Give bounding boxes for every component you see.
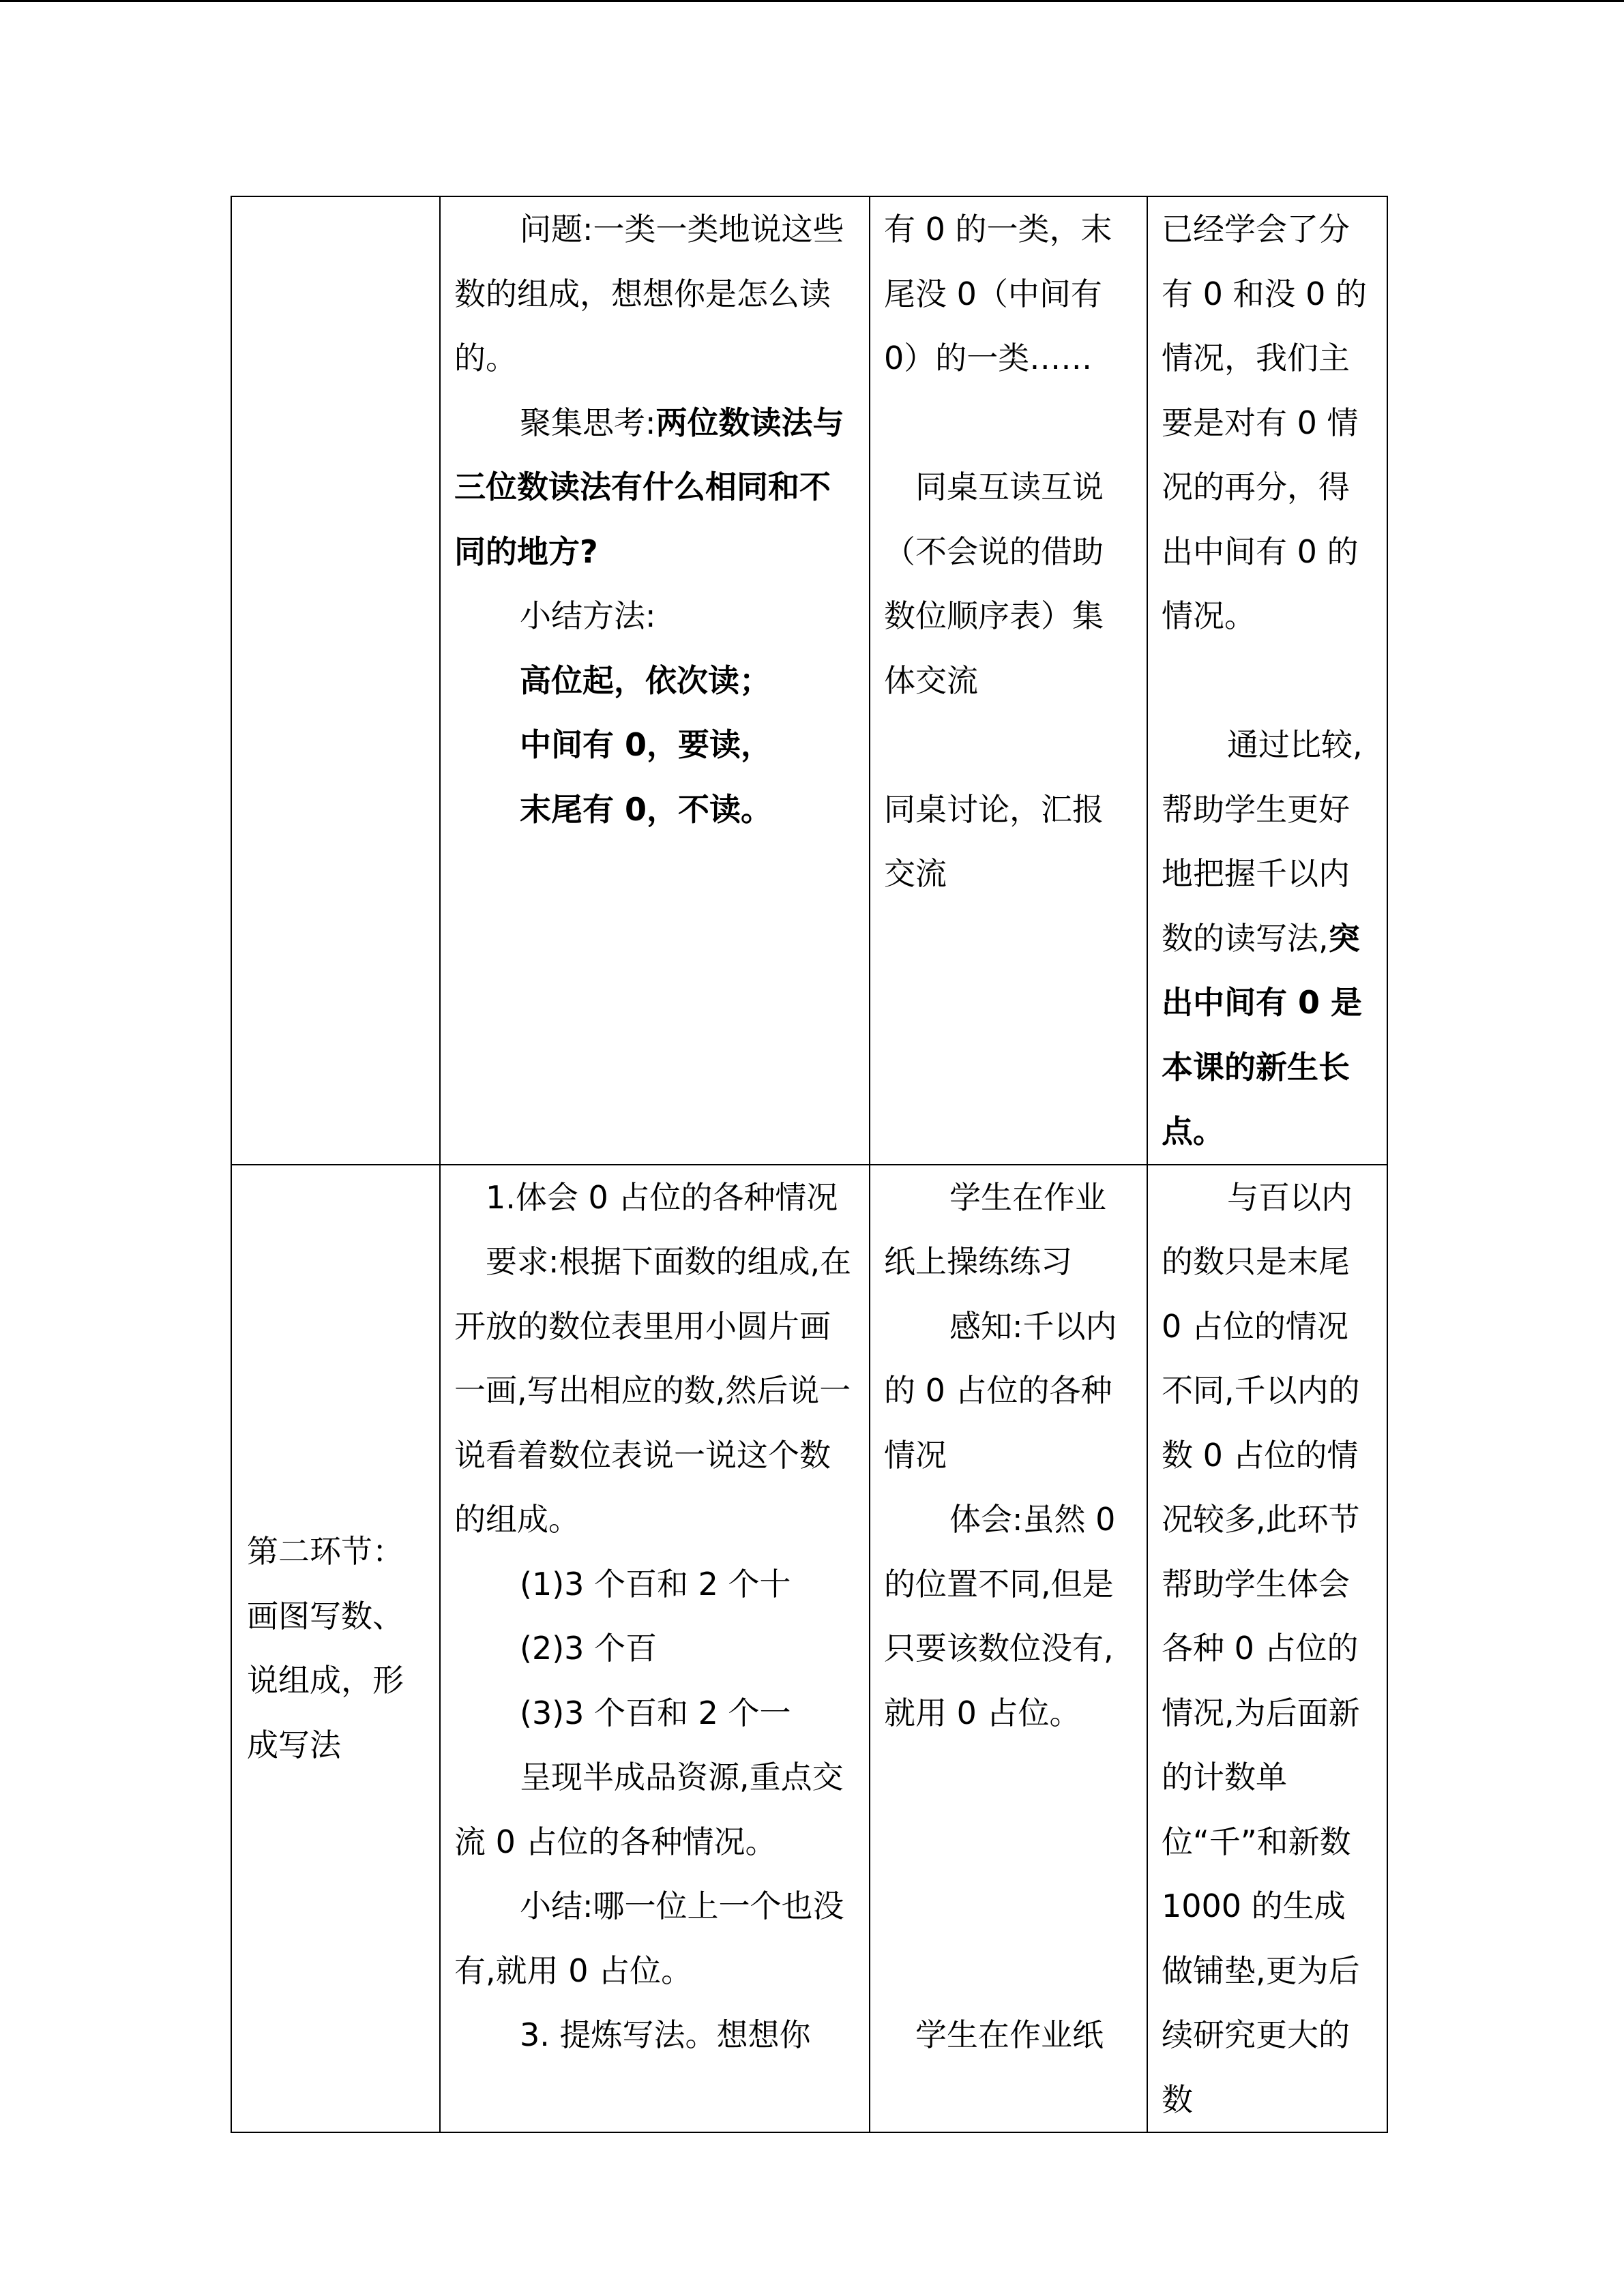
design-intent-cell: [1147, 1165, 1387, 2133]
spacer: [884, 1810, 1133, 1875]
spacer: [884, 1874, 1133, 1939]
activity-title: 1.体会 0 占位的各种情况: [486, 1178, 838, 1216]
step-3-text: 3. 提炼写法。想想你: [520, 2016, 811, 2053]
teacher-activity-cell: [440, 196, 870, 1165]
question-text: 问题:一类一类地说这些数的组成，想想你是怎么读的。: [454, 211, 844, 376]
student-activity-cell: [870, 1165, 1147, 2133]
student-text-2: 同桌互读互说（不会说的借助数位顺序表）集体交流: [884, 468, 1104, 699]
spacer: [884, 1939, 1133, 2003]
teacher-activity-cell: [440, 1165, 870, 2133]
table-row: [231, 1165, 1387, 2133]
design-intent-cell: [1147, 196, 1387, 1165]
spacer: [1162, 648, 1373, 713]
student-text-2: 感知:千以内的 0 占位的各种情况: [884, 1307, 1117, 1474]
lesson-plan-table: [231, 196, 1388, 2133]
focus-thinking-label: 聚集思考:: [520, 404, 656, 441]
intent-text-1: 已经学会了分有 0 和没 0 的情况，我们主要是对有 0 情况的再分，得出中间有 0 的情况。: [1162, 211, 1368, 634]
intent-text-2-normal: 通过比较,帮助学生更好地把握千以内数的读写法,: [1162, 726, 1363, 957]
intent-text-1: 与百以内的数只是末尾 0 占位的情况不同,千以内的数 0 占位的情况较多,此环节帮助学生体会各种 0 占位的情况,为后面新的计数单位“千”和新数 1000 的生成做铺垫,更为后续研究更大的数: [1162, 1178, 1360, 2118]
spacer: [884, 713, 1133, 777]
student-activity-cell: [870, 196, 1147, 1165]
spacer: [884, 391, 1133, 456]
student-text-4: 学生在作业纸: [915, 2016, 1104, 2053]
stage-label: 第二环节：画图写数、说组成，形成写法: [247, 1533, 404, 1763]
rule-line-2: 中间有 0，要读，: [520, 726, 773, 763]
summary-label: 小结方法:: [520, 597, 656, 634]
intent-text-2-bold: 突出中间有 0 是本课的新生长点。: [1162, 919, 1363, 1150]
item-1: (1)3 个百和 2 个十: [520, 1565, 791, 1602]
intent-text-2: [1162, 713, 1373, 1164]
stage-cell: [231, 196, 440, 1165]
student-text-1: 学生在作业纸上操练练习: [884, 1178, 1106, 1280]
table-row: [231, 196, 1387, 1165]
focus-thinking-question: 两位数读法与三位数读法有什么相同和不同的地方?: [454, 404, 844, 570]
student-text-3: 同桌讨论，汇报交流: [884, 790, 1104, 892]
present-text: 呈现半成品资源,重点交流 0 占位的各种情况。: [454, 1759, 844, 1860]
rule-line-1: 高位起，依次读；: [520, 661, 771, 699]
spacer: [884, 1745, 1133, 1810]
rule-line-3: 末尾有 0，不读。: [520, 790, 773, 828]
student-text-1: 有 0 的一类，末尾没 0（中间有 0）的一类……: [884, 211, 1112, 376]
requirement-text: 要求:根据下面数的组成,在开放的数位表里用小圆片画一画,写出相应的数,然后说一说看着数位表说一说这个数的组成。: [454, 1243, 852, 1538]
page-top-border: [0, 0, 1624, 2]
student-text-3: 体会:虽然 0 的位置不同,但是只要该数位没有,就用 0 占位。: [884, 1501, 1116, 1731]
focus-thinking-text: [454, 391, 855, 584]
item-3: (3)3 个百和 2 个一: [520, 1694, 791, 1731]
summary-text: 小结:哪一位上一个也没有,就用 0 占位。: [454, 1888, 844, 1989]
stage-cell: [231, 1165, 440, 2133]
item-2: (2)3 个百: [520, 1630, 658, 1667]
